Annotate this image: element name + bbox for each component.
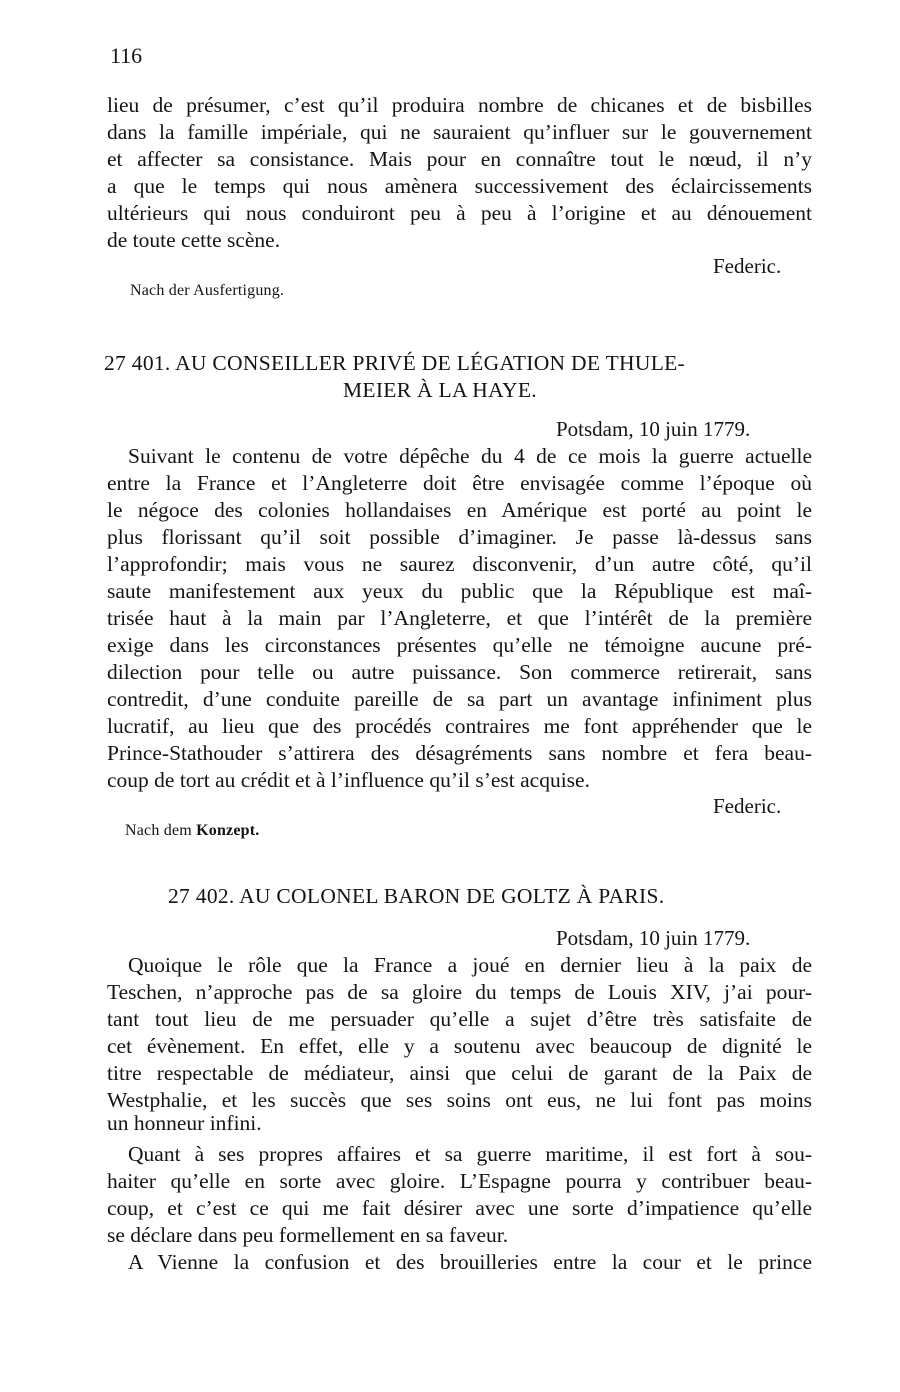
text-line: tant tout lieu de me persuader qu’elle a sujet d’être très satisfaite de [107,1007,812,1031]
text-line: coup de tort au crédit et à l’influence qu’il s’est acquise. [107,768,590,792]
text-line: Suivant le contenu de votre dépêche du 4 de ce mois la guerre actuelle [128,444,812,468]
text-line: plus florissant qu’il soit possible d’imaginer. Je passe là-dessus sans [107,525,812,549]
source-note: Nach der Ausfertigung. [130,282,285,299]
text-line: a que le temps qui nous amènera successivement des éclaircissements [107,174,812,198]
source-note [125,822,259,840]
text-line: Quoique le rôle que la France a joué en dernier lieu à la paix de [128,953,812,977]
text-line: Quant à ses propres affaires et sa guerre maritime, il est fort à sou- [128,1142,812,1166]
text-line: un honneur infini. [107,1111,262,1135]
text-line: saute manifestement aux yeux du public que la République est maî- [107,579,812,603]
text-line: A Vienne la confusion et des brouilleries entre la cour et le prince [128,1250,812,1274]
page-number: 116 [110,43,143,68]
signature: Federic. [713,794,782,818]
text-line: lieu de présumer, c’est qu’il produira nombre de chicanes et de bisbilles [107,93,812,117]
signature: Federic. [713,254,782,278]
text-line: dilection pour telle ou autre puissance. Son commerce retirerait, sans [107,660,812,684]
text-line: le négoce des colonies hollandaises en Amérique est porté au point le [107,498,812,522]
text-line: entre la France et l’Angleterre doit être envisagée comme l’époque où [107,471,812,495]
text-line: cet évènement. En effet, elle y a soutenu avec beaucoup de dignité le [107,1034,812,1058]
letter-heading: 27 401. AU CONSEILLER PRIVÉ DE LÉGATION DE THULE- [104,351,686,375]
text-line: et affecter sa consistance. Mais pour en connaître tout le nœud, il n’y [107,147,812,171]
text-line: ultérieurs qui nous conduiront peu à peu à l’origine et au dénouement [107,201,812,225]
text-line: titre respectable de médiateur, ainsi que celui de garant de la Paix de [107,1061,812,1085]
letter-heading: 27 402. AU COLONEL BARON DE GOLTZ À PARIS. [168,884,665,908]
place-date: Potsdam, 10 juin 1779. [556,417,751,441]
text-line: coup, et c’est ce qui me fait désirer avec une sorte d’impatience qu’elle [107,1196,812,1220]
text-line: Teschen, n’approche pas de sa gloire du temps de Louis XIV, j’ai pour- [107,980,812,1004]
text-line: Westphalie, et les succès que ses soins ont eus, ne lui font pas moins [107,1088,812,1112]
text-line: dans la famille impériale, qui ne sauraient qu’influer sur le gouvernement [107,120,812,144]
place-date: Potsdam, 10 juin 1779. [556,926,751,950]
text-line: de toute cette scène. [107,228,281,252]
text-line: contredit, d’une conduite pareille de sa part un avantage infiniment plus [107,687,812,711]
source-bold: Konzept. [196,822,260,839]
letter-heading-continued: MEIER À LA HAYE. [343,378,537,402]
source-prefix: Nach dem [125,822,197,839]
text-line: trisée haut à la main par l’Angleterre, et que l’intérêt de la première [107,606,812,630]
text-line: haiter qu’elle en sorte avec gloire. L’Espagne pourra y contribuer beau- [107,1169,812,1193]
text-line: Prince-Stathouder s’attirera des désagréments sans nombre et fera beau- [107,741,812,765]
text-line: lucratif, au lieu que des procédés contraires me font appréhender que le [107,714,812,738]
text-line: se déclare dans peu formellement en sa faveur. [107,1223,509,1247]
text-line: l’approfondir; mais vous ne saurez disconvenir, d’un autre côté, qu’il [107,552,812,576]
text-line: exige dans les circonstances présentes qu’elle ne témoigne aucune pré- [107,633,812,657]
